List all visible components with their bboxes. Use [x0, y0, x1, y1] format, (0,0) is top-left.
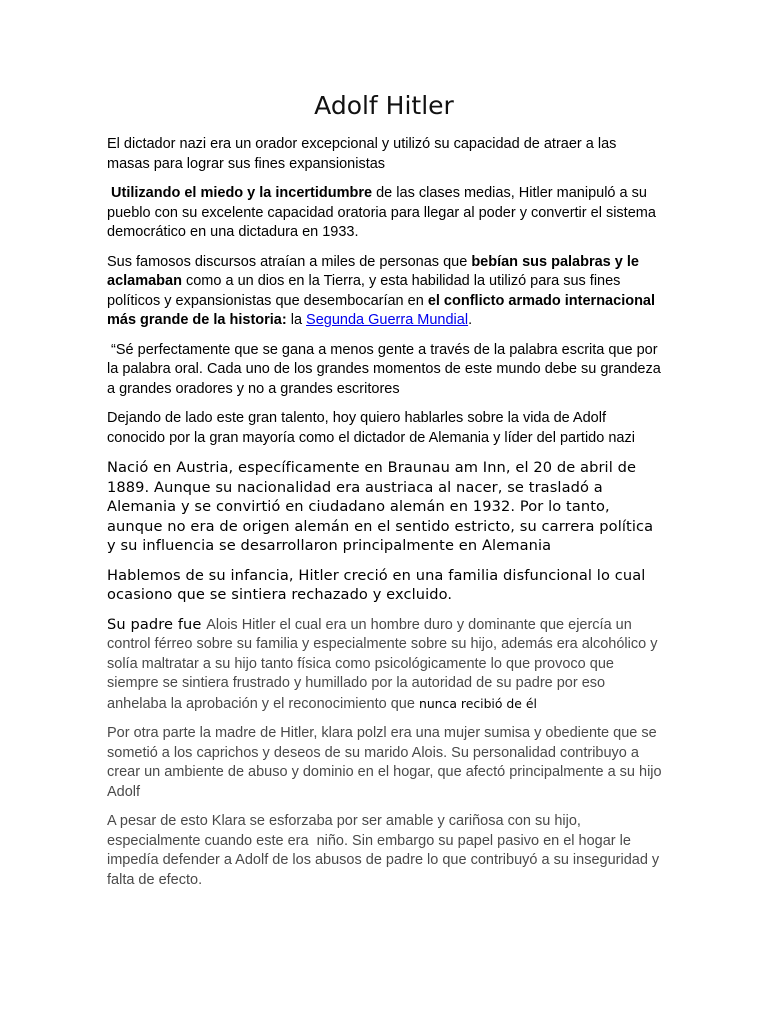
paragraph-birth: Nació en Austria, específicamente en Braunau am Inn, el 20 de abril de 1889. Aunque su nacionalidad era austriaca al nacer, se trasladó a Alemania y se convirtió en ciudadano alemán en 1932. Por lo tanto, aunque no era de origen alemán en el sentido estricto, su carrera política y su influencia se desarrollaron principalmente en Alemania — [107, 459, 654, 554]
paragraph-speeches — [107, 253, 663, 331]
paragraph-fear-bold: Utilizando el miedo y la incertidumbre — [111, 185, 373, 201]
paragraph-father — [107, 615, 663, 715]
paragraph-fear-text: de las clases medias, Hitler manipuló a su pueblo con su excelente capacidad oratoria para llegar al poder y convertir el sistema democrático en una dictadura en 1933. — [107, 185, 660, 240]
paragraph-fear — [107, 184, 663, 243]
paragraph-childhood: Hablemos de su infancia, Hitler creció en una familia disfuncional lo cual ocasiono que se sintiera rechazado y excluido. — [107, 566, 646, 603]
document-title: Adolf Hitler — [314, 91, 454, 120]
paragraph-speeches-text-2: como a un dios en la Tierra, y esta habilidad la utilizó para sus fines políticos y expansionistas que desembocarían en — [107, 273, 621, 309]
paragraph-speeches-bold-1: bebían sus palabras y le aclamaban — [107, 253, 639, 289]
document-body — [107, 135, 663, 890]
paragraph-talent: Dejando de lado este gran talento, hoy quiero hablarles sobre la vida de Adolf conocido por la gran mayoría como el dictador de Alemania y líder del partido nazi — [107, 410, 635, 446]
paragraph-klara: A pesar de esto Klara se esforzaba por ser amable y cariñosa con su hijo, especialmente cuando este era niño. Sin embargo su papel pasivo en el hogar le impedía defender a Adolf de los abusos de padre lo que contribuyó a su inseguridad y falta de efecto. — [107, 813, 664, 888]
paragraph-quote: “Sé perfectamente que se gana a menos gente a través de la palabra escrita que por la palabra oral. Cada uno de los grandes momentos de este mundo debe su grandeza a grandes oradores y no a grandes escritores — [107, 341, 665, 397]
paragraph-intro: El dictador nazi era un orador excepcional y utilizó su capacidad de atraer a las masas para lograr sus fines expansionistas — [107, 136, 617, 172]
paragraph-speeches-text-4: . — [468, 312, 473, 328]
paragraph-speeches-text-3: la — [286, 312, 307, 328]
paragraph-father-lead: Su padre fue — [107, 615, 207, 633]
paragraph-speeches-text-1: Sus famosos discursos atraían a miles de personas que — [107, 253, 472, 270]
paragraph-father-body: Alois Hitler el cual era un hombre duro y dominante que ejercía un control férreo sobre su familia y especialmente sobre su hijo, además era alcohólico y solía maltratar a su hijo tanto física como psicológicamente lo que provoco que siempre se sintiera frustrado y humillado por la autoridad de su padre por eso anhelaba la aprobación y el reconocimiento que — [107, 616, 658, 712]
paragraph-mother: Por otra parte la madre de Hitler, klara polzl era una mujer sumisa y obediente que se sometió a los caprichos y deseos de su marido Alois. Su personalidad contribuyo a crear un ambiente de abuso y dominio en el hogar, que afectó principalmente a su hijo Adolf — [107, 725, 662, 800]
link-segunda-guerra-mundial[interactable]: Segunda Guerra Mundial — [306, 312, 469, 328]
paragraph-speeches-bold-2: el conflicto armado internacional más grande de la historia: — [107, 292, 656, 328]
paragraph-father-tail: nunca recibió de él — [418, 695, 537, 711]
